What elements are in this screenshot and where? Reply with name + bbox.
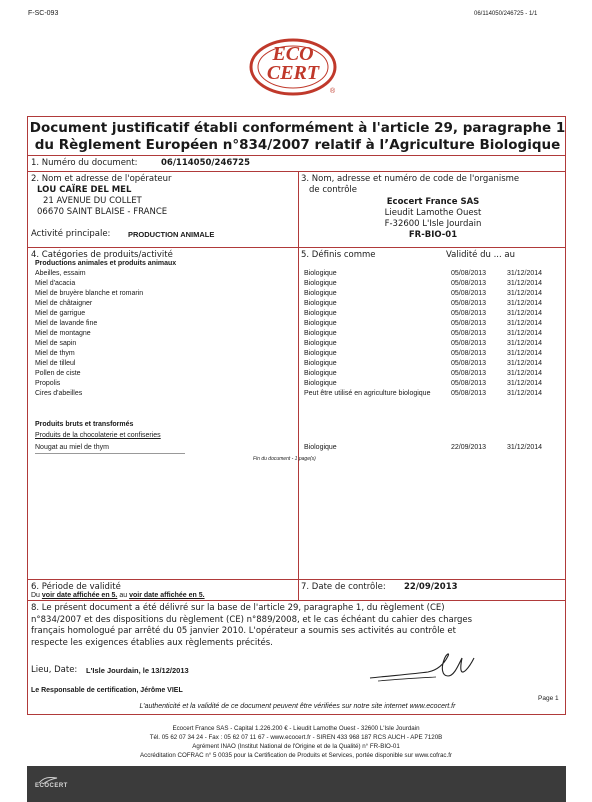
document-title-line1: Document justificatif établi conformément à l'article 29, paragraphe 1	[29, 120, 566, 136]
end-of-document-note: Fin du document - 1 page(s)	[253, 456, 316, 462]
product-valid-from: 05/08/2013	[451, 350, 487, 357]
product-name: Miel de garrigue	[35, 310, 86, 317]
logo-text-top: ECO	[272, 43, 314, 65]
footer-line-4: Accréditation COFRAC n° 5 0035 pour la Certification de Produits et Services, portée disponible sur www.cofrac.fr	[140, 752, 452, 759]
product-name: Miel de bruyère blanche et romarin	[35, 290, 144, 297]
control-date-value: 22/09/2013	[404, 582, 458, 592]
footer-bar	[27, 766, 566, 802]
product-name: Miel de thym	[35, 350, 75, 357]
product-status: Biologique	[304, 280, 337, 287]
operator-name: LOU CAÏRE DEL MEL	[37, 185, 132, 195]
product-status: Biologique	[304, 360, 337, 367]
product-status: Biologique	[304, 350, 337, 357]
validity-period-label: 6. Période de validité	[31, 582, 121, 592]
product-valid-to: 31/12/2014	[507, 340, 543, 347]
activity-label: Activité principale:	[31, 229, 111, 239]
product-status: Biologique	[304, 270, 337, 277]
validity-au-label: au	[119, 592, 128, 599]
product-valid-to: 31/12/2014	[507, 380, 543, 387]
certificate-frame	[27, 116, 566, 715]
product-status: Biologique	[304, 370, 337, 377]
product-name: Miel de tilleul	[35, 360, 76, 367]
logo-text-bottom: CERT	[266, 62, 320, 84]
product-status: Biologique	[304, 290, 337, 297]
product-status: Peut être utilisé en agriculture biologique	[304, 390, 431, 397]
product-name: Miel d'acacia	[35, 280, 76, 287]
product-status: Biologique	[304, 310, 337, 317]
product-name: Cires d'abeilles	[35, 390, 83, 397]
product-valid-from: 05/08/2013	[451, 340, 487, 347]
defined-as-label: 5. Définis comme	[301, 250, 376, 260]
place-date-label: Lieu, Date:	[31, 665, 78, 675]
operator-address2: 06670 SAINT BLAISE - FRANCE	[37, 207, 168, 217]
product-valid-from: 05/08/2013	[451, 390, 487, 397]
validity-period-line	[31, 592, 205, 599]
product-status: Biologique	[304, 320, 337, 327]
product-valid-from: 05/08/2013	[451, 330, 487, 337]
product-valid-to: 31/12/2014	[507, 390, 543, 397]
control-body-name: Ecocert France SAS	[386, 197, 480, 207]
product-valid-to: 31/12/2014	[507, 370, 543, 377]
product-nougat-to: 31/12/2014	[507, 444, 543, 451]
validity-au-value: voir date affichée en 5.	[129, 592, 205, 599]
activity-value: PRODUCTION ANIMALE	[128, 230, 215, 239]
authenticity-note: L’authenticité et la validité de ce document peuvent être vérifiées sur notre site internet www.ecocert.fr	[139, 703, 456, 710]
product-valid-to: 31/12/2014	[507, 350, 543, 357]
document-number-label: 1. Numéro du document:	[31, 158, 138, 168]
form-code: F-SC-093	[28, 10, 59, 17]
footer-bar-logo: ECOCERT	[35, 783, 68, 789]
product-valid-from: 05/08/2013	[451, 370, 487, 377]
product-valid-to: 31/12/2014	[507, 310, 543, 317]
ecocert-logo	[248, 36, 338, 98]
group-processed-subtitle: Produits de la chocolaterie et confiseries	[35, 432, 161, 439]
validity-du-label: Du	[31, 592, 40, 599]
product-valid-from: 05/08/2013	[451, 300, 487, 307]
legal-statement	[31, 603, 472, 649]
product-valid-to: 31/12/2014	[507, 280, 543, 287]
product-valid-from: 05/08/2013	[451, 310, 487, 317]
registered-mark: ®	[330, 88, 336, 95]
product-valid-to: 31/12/2014	[507, 360, 543, 367]
product-valid-to: 31/12/2014	[507, 290, 543, 297]
document-title-line2: du Règlement Européen n°834/2007 relatif à l’Agriculture Biologique	[34, 137, 561, 153]
product-valid-from: 05/08/2013	[451, 270, 487, 277]
product-name: Pollen de ciste	[35, 370, 81, 377]
product-name: Miel de sapin	[35, 340, 77, 347]
document-number-value: 06/114050/246725	[161, 158, 251, 168]
validity-header: Validité du ... au	[446, 250, 515, 260]
signature-image	[368, 650, 478, 686]
product-nougat-from: 22/09/2013	[451, 444, 487, 451]
product-status: Biologique	[304, 330, 337, 337]
document-reference: 06/114050/246725 - 1/1	[474, 11, 538, 17]
group-animal-title: Productions animales et produits animaux	[35, 260, 177, 267]
control-date-label: 7. Date de contrôle:	[301, 582, 386, 592]
control-body-code: FR-BIO-01	[408, 230, 458, 240]
product-name: Miel de montagne	[35, 330, 91, 337]
validity-du-value: voir date affichée en 5.	[41, 592, 118, 599]
page-number: Page 1	[538, 695, 559, 702]
control-body-address1: Lieudit Lamothe Ouest	[384, 208, 482, 218]
product-name: Miel de lavande fine	[35, 320, 98, 327]
operator-address1: 21 AVENUE DU COLLET	[43, 196, 142, 206]
group-processed-title: Produits bruts et transformés	[35, 421, 134, 428]
product-status: Biologique	[304, 340, 337, 347]
control-body-address2: F-32600 L'Isle Jourdain	[384, 219, 482, 229]
product-valid-from: 05/08/2013	[451, 290, 487, 297]
control-body-label-2: de contrôle	[309, 185, 358, 195]
place-date-value: L'Isle Jourdain, le 13/12/2013	[86, 666, 189, 675]
product-valid-from: 05/08/2013	[451, 280, 487, 287]
legal-line-4: respecte les exigences établies aux règlements précités.	[31, 637, 273, 648]
product-valid-from: 05/08/2013	[451, 320, 487, 327]
legal-line-1: 8. Le présent document a été délivré sur la base de l'article 29, paragraphe 1, du règlement (CE)	[31, 603, 445, 613]
product-name: Miel de châtaigner	[35, 300, 93, 307]
product-status: Biologique	[304, 300, 337, 307]
product-name: Propolis	[35, 380, 61, 387]
product-valid-to: 31/12/2014	[507, 300, 543, 307]
product-valid-to: 31/12/2014	[507, 330, 543, 337]
product-valid-to: 31/12/2014	[507, 320, 543, 327]
footer-line-1: Ecocert France SAS - Capital 1.226.200 € - Lieudit Lamothe Ouest - 32600 L'Isle Jourdain	[172, 725, 420, 732]
operator-label: 2. Nom et adresse de l'opérateur	[31, 174, 172, 184]
responsible-signatory: Le Responsable de certification, Jérôme VIEL	[31, 687, 183, 694]
product-valid-from: 05/08/2013	[451, 360, 487, 367]
legal-line-3: français homologué par arrêté du 05 janvier 2010. L'opérateur a soumis ses activités au contrôle et	[31, 626, 456, 636]
control-body-label: 3. Nom, adresse et numéro de code de l'organisme	[301, 174, 520, 184]
product-nougat-name: Nougat au miel de thym	[35, 444, 109, 451]
product-valid-from: 05/08/2013	[451, 380, 487, 387]
bird-icon	[37, 772, 59, 782]
product-status: Biologique	[304, 380, 337, 387]
categories-label: 4. Catégories de produits/activité	[31, 250, 173, 260]
product-nougat-status: Biologique	[304, 444, 337, 451]
legal-line-2: n°834/2007 et des dispositions du règlement (CE) n°889/2008, et le cas échéant du cahier des charges	[31, 614, 473, 625]
footer-line-2: Tél. 05 62 07 34 24 - Fax : 05 62 07 11 67 - www.ecocert.fr - SIREN 433 968 187 RCS AUCH - APE 7120B	[149, 734, 443, 741]
product-valid-to: 31/12/2014	[507, 270, 543, 277]
footer-line-3: Agrément INAO (Institut National de l'Origine et de la Qualité) n° FR-BIO-01	[192, 743, 400, 750]
product-name: Abeilles, essaim	[35, 270, 86, 277]
